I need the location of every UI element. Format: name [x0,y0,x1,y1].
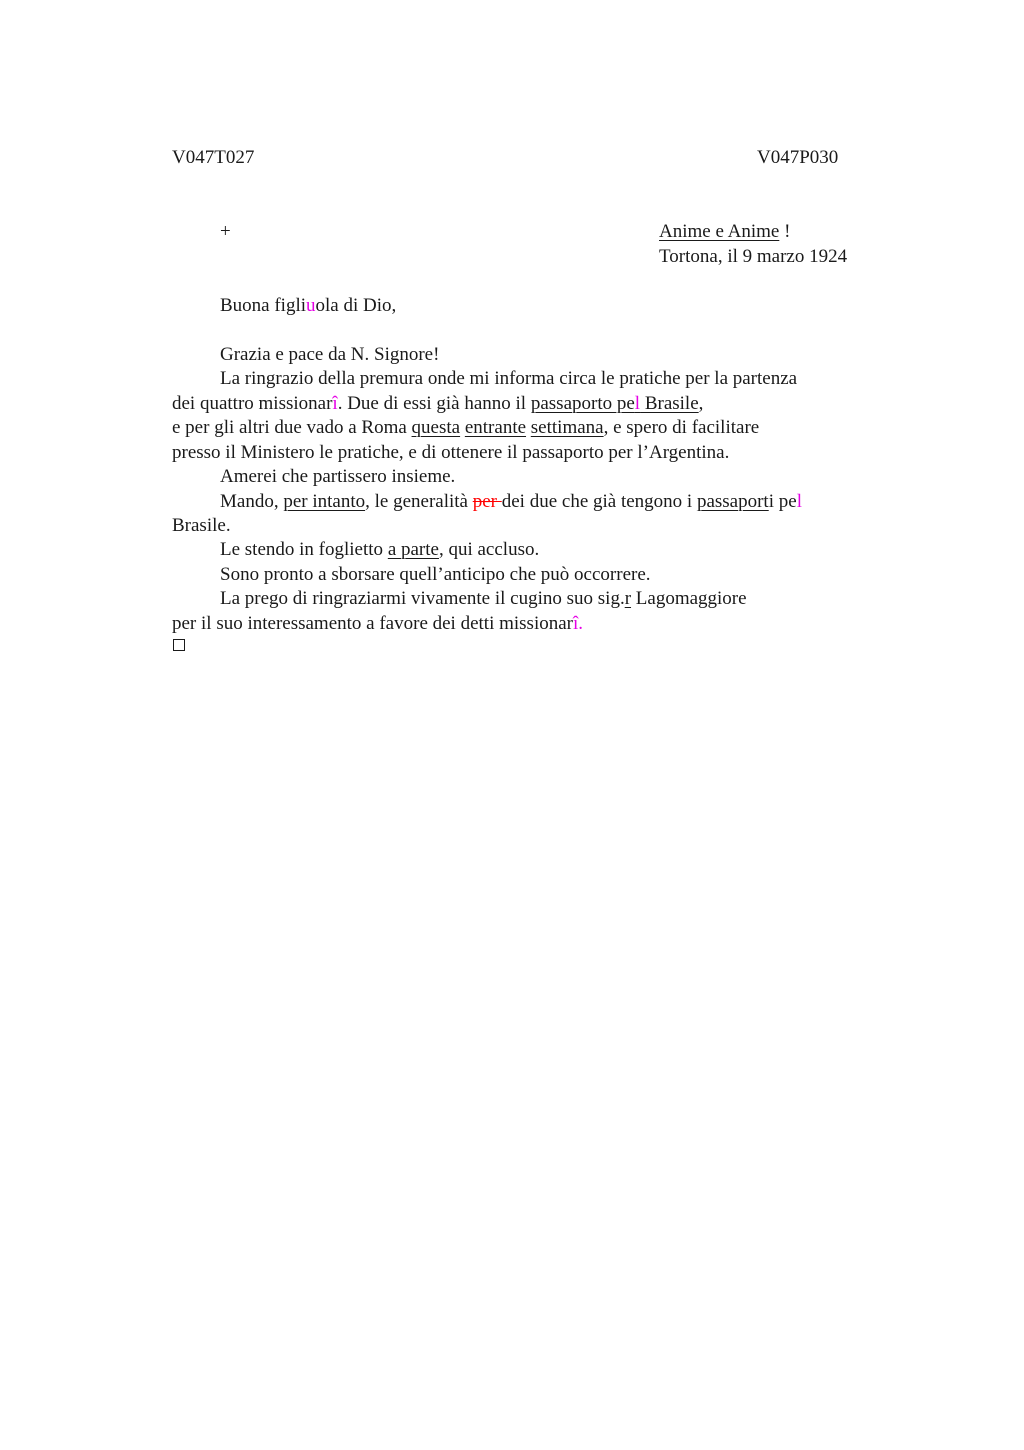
letter-line: Sono pronto a sborsare quell’anticipo che può occorrere. [220,564,651,585]
editorial-insertion: l [796,491,802,512]
line-text: e per gli altri due vado a Roma [172,417,412,438]
letter-line [172,612,583,636]
letter-line: Grazia e pace da N. Signore! [220,344,440,365]
underlined-text: questa [411,417,461,438]
document-code-left: V047T027 [172,147,255,168]
letter-line [220,587,747,611]
underlined-text: passaport [696,491,769,512]
line-text: , e spero di facilitare [603,417,760,438]
line-text: per il suo interessamento a favore dei detti missionar [172,613,573,634]
line-text: i pe [768,491,797,512]
salutation-text: Buona figli [220,295,307,316]
letter-line: presso il Ministero le pratiche, e di ottenere il passaporto per l’Argentina. [172,442,730,463]
salutation [220,294,396,318]
letter-line [220,538,539,562]
line-text: . Due di essi già hanno il [337,393,531,414]
underlined-text: per intanto [283,491,366,512]
place-date: Tortona, il 9 marzo 1924 [659,246,848,267]
line-text: Le stendo in foglietto [220,539,388,560]
line-text: dei quattro missionar [172,393,333,414]
editorial-insertion: . [578,613,584,634]
editorial-insertion: î [332,393,338,414]
letter-line: Amerei che partissero insieme. [220,466,456,487]
underlined-text: settimana [530,417,604,438]
motto-exclamation: ! [779,221,791,242]
end-of-text-box-icon [173,639,185,651]
underlined-phrase [531,393,699,414]
motto [659,220,790,244]
line-text: Lagomaggiore [631,588,747,609]
motto-text: Anime e Anime [659,221,780,242]
letter-line: La ringrazio della premura onde mi informa circa le pratiche per la partenza [220,368,798,389]
line-text: dei due che già tengono i [501,491,697,512]
editorial-insertion: u [306,295,316,316]
line-text: La prego di ringraziarmi vivamente il cugino suo sig. [220,588,625,609]
line-text: Mando, [220,491,284,512]
editorial-deletion: per [472,491,502,512]
letter-line: Brasile. [172,515,231,536]
cross-mark: + [220,221,231,242]
document-code-right: V047P030 [757,147,839,168]
underlined-text: Brasile [640,393,699,414]
editorial-insertion: î [573,613,579,634]
letter-line [172,392,703,416]
letter-line [172,416,759,440]
editorial-insertion: l [634,393,641,414]
line-text: , le generalità [365,491,473,512]
underlined-text: r [624,588,632,609]
salutation-text: ola di Dio, [315,295,397,316]
line-text: , qui accluso. [438,539,540,560]
underlined-text: entrante [464,417,527,438]
underlined-text: passaporto pe [530,393,635,414]
line-text: , [698,393,704,414]
underlined-text: a parte [387,539,439,560]
letter-line [220,490,802,514]
